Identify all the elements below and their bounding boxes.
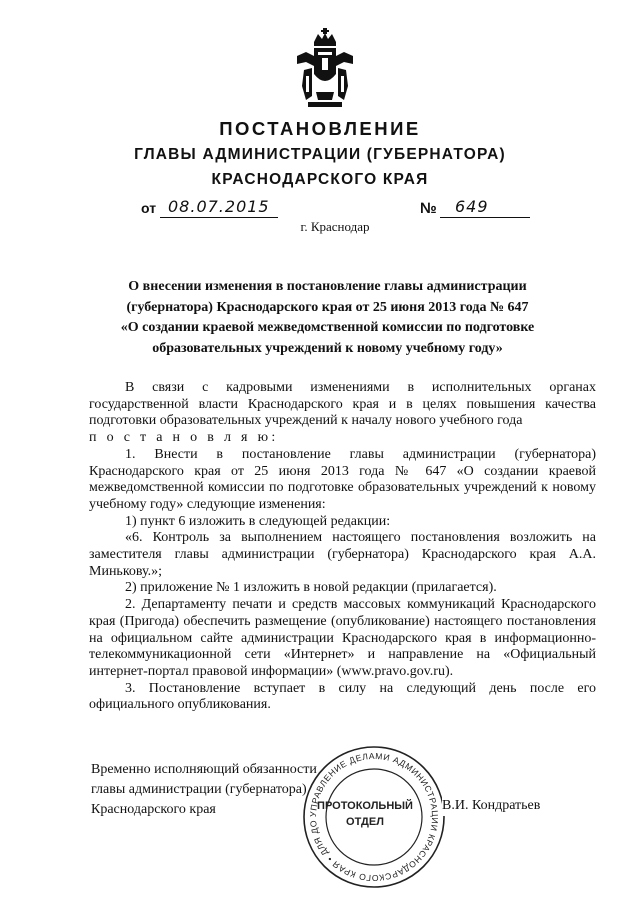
signatory-title-line: главы администрации (губернатора): [91, 782, 307, 797]
item-1-1-quote-paragraph: «6. Контроль за выполнением настоящего постановления возложить на заместителя главы администрации (губернатора) Краснодарского края А.А. Минькову.»;: [89, 530, 596, 579]
signatory-title-line: Краснодарского края: [91, 802, 216, 817]
signatory-name: В.И. Кондратьев: [442, 796, 540, 816]
issuer-line: ГЛАВЫ АДМИНИСТРАЦИИ (ГУБЕРНАТОРА): [134, 146, 506, 163]
stamp-ring-text: УПРАВЛЕНИЕ ДЕЛАМИ АДМИНИСТРАЦИИ КРАСНОДАРСКОГО КРАЯ • ДЛЯ ДО: [307, 750, 441, 884]
document-title: ПОСТАНОВЛЕНИЕ: [219, 118, 421, 139]
number-prefix: №: [420, 200, 437, 217]
item-3-paragraph: 3. Постановление вступает в силу на следующий день после его официального опубликования.: [89, 680, 596, 713]
document-number: 649: [455, 197, 489, 216]
coat-of-arms-icon: [294, 26, 356, 110]
document-subject: [100, 277, 555, 359]
stamp-line1: ПРОТОКОЛЬНЫЙ: [317, 800, 413, 812]
item-1-1-paragraph: 1) пункт 6 изложить в следующей редакции:: [125, 513, 391, 529]
decree-word: п о с т а н о в л я ю:: [89, 430, 279, 446]
number-underline: [440, 217, 530, 218]
subject-line: образовательных учреждений к новому учебному году»: [152, 340, 503, 356]
subject-line: (губернатора) Краснодарского края от 25 июня 2013 года № 647: [126, 299, 529, 315]
date-underline: [160, 217, 278, 218]
subject-line: О внесении изменения в постановление главы администрации: [128, 279, 527, 294]
item-2-paragraph: 2. Департаменту печати и средств массовых коммуникаций Краснодарского края (Пригода) обеспечить размещение (опубликование) настоящего постановления на официальном сайте администрации Краснодарского края в информационно-телекоммуникационной сети «Интернет» и направление на «Официальный интернет-портал правовой информации» (www.pravo.gov.ru).: [89, 597, 596, 679]
subject-line: «О создании краевой межведомственной комиссии по подготовке: [120, 320, 535, 335]
official-stamp: [300, 743, 448, 891]
city-line: г. Краснодар: [300, 219, 370, 234]
document-body: [89, 380, 596, 714]
stamp-line2: ОТДЕЛ: [346, 816, 384, 828]
signatory-title-line: Временно исполняющий обязанности: [91, 762, 317, 777]
date-prefix: от: [141, 200, 157, 216]
signatory-block: [91, 760, 317, 820]
item-1-paragraph: 1. Внести в постановление главы администрации (губернатора) Краснодарского края от 25 июня 2013 года № 647 «О создании краевой межведомственной комиссии по подготовке образовательных учреждений к новому учебному году» следующие изменения:: [89, 446, 596, 512]
preamble-paragraph: В связи с кадровыми изменениями в исполнительных органах государственной власти Краснодарского края и в целях повышения качества подготовки образовательных учреждений к началу нового учебного года: [89, 380, 596, 429]
item-1-2-paragraph: 2) приложение № 1 изложить в новой редакции (прилагается).: [125, 580, 497, 596]
region-line: КРАСНОДАРСКОГО КРАЯ: [211, 171, 429, 188]
document-date: 08.07.2015: [168, 197, 270, 216]
